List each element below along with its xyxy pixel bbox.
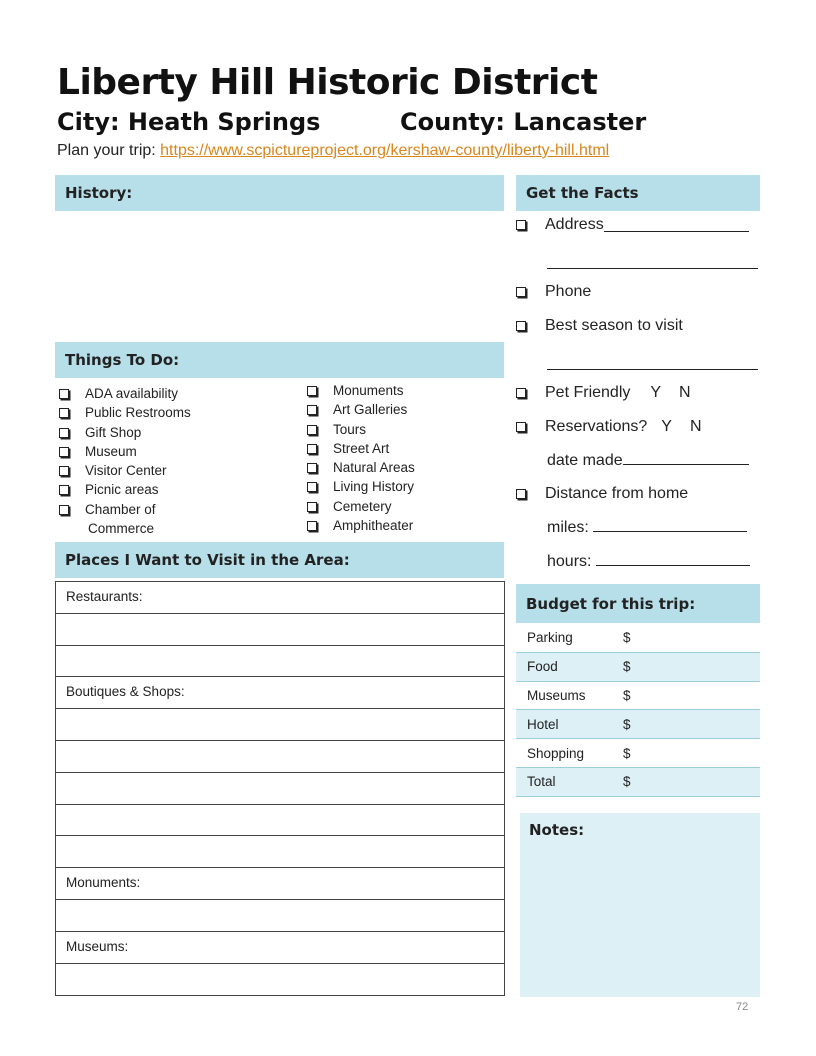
reservations-yes-option[interactable]: Y xyxy=(661,418,672,435)
todo-item: Art Galleries xyxy=(307,402,415,421)
todo-item: Living History xyxy=(307,479,415,498)
places-row[interactable]: Monuments: xyxy=(56,868,504,900)
plan-trip-line xyxy=(57,142,609,160)
fact-hours: hours: xyxy=(547,552,750,571)
address-line-2[interactable] xyxy=(547,255,758,274)
things-to-do-left-list xyxy=(59,386,191,540)
fact-pet-friendly: Pet Friendly Y N xyxy=(516,384,691,402)
page-number: 72 xyxy=(736,1001,749,1013)
checkbox-icon[interactable] xyxy=(516,489,526,499)
currency-symbol: $ xyxy=(623,716,631,732)
todo-item: Street Art xyxy=(307,441,415,460)
places-row[interactable] xyxy=(56,709,504,741)
todo-item: Monuments xyxy=(307,383,415,402)
todo-item: ADA availability xyxy=(59,386,191,405)
budget-row-shopping[interactable]: Shopping $ xyxy=(516,739,760,768)
budget-row-food[interactable]: Food $ xyxy=(516,653,760,682)
todo-item: Museum xyxy=(59,444,191,463)
places-row[interactable]: Museums: xyxy=(56,932,504,964)
places-row[interactable] xyxy=(56,646,504,678)
todo-item: Visitor Center xyxy=(59,463,191,482)
fact-reservations: Reservations? Y N xyxy=(516,418,702,436)
facts-header: Get the Facts xyxy=(516,175,760,211)
checkbox-icon[interactable] xyxy=(59,466,69,476)
address-line[interactable] xyxy=(604,218,749,232)
county-heading: County: Lancaster xyxy=(400,108,647,136)
pet-no-option[interactable]: N xyxy=(679,384,691,401)
notes-box[interactable] xyxy=(520,813,760,997)
fact-address: Address xyxy=(516,216,749,234)
checkbox-icon[interactable] xyxy=(307,405,317,415)
places-row[interactable] xyxy=(56,805,504,837)
miles-line[interactable] xyxy=(593,518,747,532)
places-row[interactable] xyxy=(56,900,504,932)
currency-symbol: $ xyxy=(623,687,631,703)
hours-line[interactable] xyxy=(596,552,750,566)
todo-item: Gift Shop xyxy=(59,425,191,444)
budget-header: Budget for this trip: xyxy=(516,584,760,623)
places-row[interactable]: Boutiques & Shops: xyxy=(56,677,504,709)
todo-item: Picnic areas xyxy=(59,482,191,501)
places-row[interactable]: Restaurants: xyxy=(56,582,504,614)
checkbox-icon[interactable] xyxy=(307,386,317,396)
places-table xyxy=(55,581,505,996)
best-season-line[interactable] xyxy=(547,356,758,375)
budget-row-total[interactable]: Total $ xyxy=(516,768,760,797)
checkbox-icon[interactable] xyxy=(307,463,317,473)
todo-item: Natural Areas xyxy=(307,460,415,479)
reservations-no-option[interactable]: N xyxy=(689,418,702,435)
checkbox-icon[interactable] xyxy=(59,505,69,515)
checkbox-icon[interactable] xyxy=(59,447,69,457)
checkbox-icon[interactable] xyxy=(516,220,526,230)
pet-yes-option[interactable]: Y xyxy=(650,384,662,401)
city-heading: City: Heath Springs xyxy=(57,108,321,136)
plan-trip-link[interactable]: https://www.scpictureproject.org/kershaw-county/liberty-hill.html xyxy=(160,142,610,159)
fact-distance: Distance from home xyxy=(516,485,688,503)
todo-item: Tours xyxy=(307,422,415,441)
checkbox-icon[interactable] xyxy=(59,428,69,438)
fact-phone: Phone xyxy=(516,283,591,301)
checkbox-icon[interactable] xyxy=(516,422,526,432)
budget-row-museums[interactable]: Museums $ xyxy=(516,682,760,711)
places-row[interactable] xyxy=(56,741,504,773)
todo-item: Public Restrooms xyxy=(59,405,191,424)
places-row[interactable] xyxy=(56,773,504,805)
plan-trip-label: Plan your trip: xyxy=(57,142,161,159)
checkbox-icon[interactable] xyxy=(307,482,317,492)
checkbox-icon[interactable] xyxy=(59,485,69,495)
budget-row-hotel[interactable]: Hotel $ xyxy=(516,710,760,739)
fact-miles: miles: xyxy=(547,518,747,537)
places-row[interactable] xyxy=(56,614,504,646)
todo-item: Amphitheater xyxy=(307,518,415,537)
checkbox-icon[interactable] xyxy=(307,521,317,531)
currency-symbol: $ xyxy=(623,745,631,761)
date-made-line[interactable] xyxy=(623,451,749,465)
places-header: Places I Want to Visit in the Area: xyxy=(55,542,504,578)
things-to-do-right-list xyxy=(307,383,415,537)
todo-item: Cemetery xyxy=(307,499,415,518)
checkbox-icon[interactable] xyxy=(307,502,317,512)
todo-item: Chamber of xyxy=(59,502,191,521)
fact-best-season: Best season to visit xyxy=(516,317,683,335)
places-row[interactable] xyxy=(56,836,504,868)
checkbox-icon[interactable] xyxy=(516,388,526,398)
todo-item-continued: Commerce xyxy=(88,521,155,537)
checkbox-icon[interactable] xyxy=(307,425,317,435)
fact-date-made: date made xyxy=(547,451,749,470)
checkbox-icon[interactable] xyxy=(307,444,317,454)
currency-symbol: $ xyxy=(623,659,631,675)
currency-symbol: $ xyxy=(623,630,631,646)
checkbox-icon[interactable] xyxy=(59,408,69,418)
checkbox-icon[interactable] xyxy=(516,287,526,297)
page-title: Liberty Hill Historic District xyxy=(57,62,598,103)
checkbox-icon[interactable] xyxy=(59,389,69,399)
places-row[interactable] xyxy=(56,964,504,996)
history-header: History: xyxy=(55,175,504,211)
checkbox-icon[interactable] xyxy=(516,321,526,331)
notes-header: Notes: xyxy=(529,821,585,839)
currency-symbol: $ xyxy=(623,774,631,790)
budget-row-parking[interactable]: Parking $ xyxy=(516,624,760,653)
budget-table xyxy=(516,624,760,797)
things-to-do-header: Things To Do: xyxy=(55,342,504,378)
